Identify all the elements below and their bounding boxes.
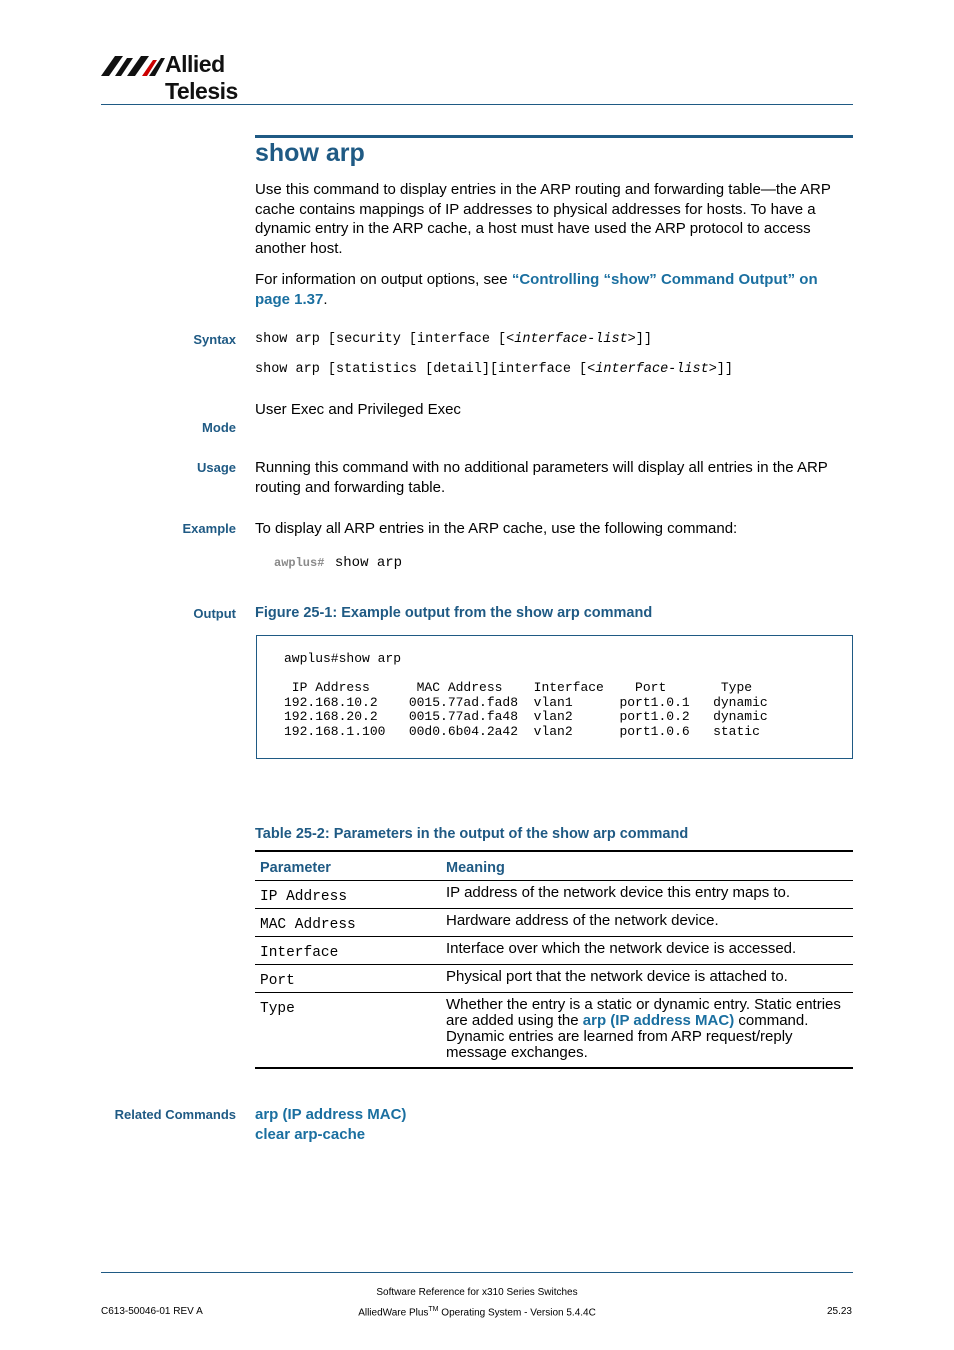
title-rule <box>255 135 853 138</box>
allied-telesis-logo-icon <box>101 52 165 78</box>
footer-line-2 <box>0 1306 954 1318</box>
footer-line-2-post: Operating System - Version 5.4.4C <box>438 1307 596 1319</box>
example-prompt: awplus# <box>274 556 325 570</box>
example-text: To display all ARP entries in the ARP cache, use the following command: <box>255 520 738 537</box>
table-row <box>255 909 853 937</box>
syntax-line-1 <box>255 332 652 347</box>
figure-caption: Figure 25-1: Example output from the show arp command <box>255 605 653 621</box>
footer-line-2-pre: AlliedWare Plus <box>358 1307 429 1319</box>
table-row <box>255 881 853 909</box>
mode-text: User Exec and Privileged Exec <box>255 401 461 418</box>
label-example: Example <box>182 521 236 536</box>
brand-name: Allied Telesis <box>165 51 238 104</box>
type-meaning-link[interactable]: arp (IP address MAC) <box>582 1012 735 1029</box>
type-meaning-pre: Whether the entry is a static or dynamic entry. Static entries are added using the <box>446 996 841 1029</box>
meaning-cell: Hardware address of the network device. <box>441 909 853 937</box>
table-row <box>255 993 853 1069</box>
output-text: awplus#show arp IP Address MAC Address Interface Port Type 192.168.10.2 0015.77ad.fad8 vlan1 port1.0.1 dynamic 192.168.20.2 0015.77ad.fa48 vlan2 port1.0.2 dynamic 192.168.1.100 00d0.6b04.2a42 vlan2 port1.0.6 static <box>284 651 768 739</box>
syntax-2-var: interface-list <box>595 362 709 377</box>
footer-line-1: Software Reference for x310 Series Switches <box>376 1287 578 1298</box>
related-link-arp[interactable]: arp (IP address MAC) <box>255 1106 407 1123</box>
info-suffix: . <box>323 290 328 308</box>
intro-paragraph: Use this command to display entries in the ARP routing and forwarding table—the ARP cache contains mappings of IP addresses to physical addresses for hosts. To have a dynamic entry in the ARP cache, a host must have used the ARP protocol to access another host. <box>255 181 831 257</box>
info-paragraph <box>255 270 853 309</box>
syntax-1-post: >]] <box>627 332 652 347</box>
label-output: Output <box>193 606 236 621</box>
example-command <box>274 553 402 571</box>
meaning-cell: Physical port that the network device is attached to. <box>441 965 853 993</box>
label-mode: Mode <box>202 420 236 435</box>
param-cell: Type <box>255 993 441 1069</box>
label-syntax: Syntax <box>193 332 236 347</box>
syntax-line-2 <box>255 362 733 377</box>
type-meaning-post: command. Dynamic entries are learned from ARP request/reply message exchanges. <box>446 1012 809 1061</box>
param-cell: IP Address <box>255 881 441 909</box>
syntax-2-post: >]] <box>708 362 733 377</box>
table-row <box>255 965 853 993</box>
parameters-table <box>255 850 853 1069</box>
footer-tm: TM <box>428 1306 439 1313</box>
table-caption: Table 25-2: Parameters in the output of the show arp command <box>255 826 689 842</box>
footer-page-number: 25.23 <box>826 1306 852 1317</box>
syntax-2-pre: show arp [statistics [detail][interface [< <box>255 362 596 377</box>
footer-rule <box>101 1272 853 1273</box>
label-related: Related Commands <box>114 1107 236 1122</box>
page-title: show arp <box>255 139 365 167</box>
brand-logo <box>101 50 301 104</box>
info-link[interactable]: “Controlling “show” Command Output” on page 1.37 <box>255 271 818 308</box>
meaning-cell: IP address of the network device this entry maps to. <box>441 881 853 909</box>
param-cell: Port <box>255 965 441 993</box>
table-row <box>255 937 853 965</box>
param-cell: Interface <box>255 937 441 965</box>
example-command-text: show arp <box>334 555 403 571</box>
syntax-1-pre: show arp [security [interface [< <box>255 332 515 347</box>
syntax-1-var: interface-list <box>514 332 628 347</box>
header-meaning: Meaning <box>441 851 853 881</box>
footer-doc-id: C613-50046-01 REV A <box>101 1306 203 1317</box>
table-header-row <box>255 851 853 881</box>
header-parameter: Parameter <box>255 851 441 881</box>
usage-text: Running this command with no additional parameters will display all entries in the ARP routing and forwarding table. <box>255 459 828 496</box>
label-usage: Usage <box>196 460 236 475</box>
header-rule <box>101 104 853 105</box>
output-box <box>256 635 853 759</box>
related-list <box>255 1105 406 1144</box>
meaning-cell: Interface over which the network device is accessed. <box>441 937 853 965</box>
meaning-cell <box>441 993 853 1069</box>
related-link-clear-arp-cache[interactable]: clear arp-cache <box>255 1125 366 1143</box>
info-prefix: For information on output options, see <box>255 271 512 288</box>
param-cell: MAC Address <box>255 909 441 937</box>
